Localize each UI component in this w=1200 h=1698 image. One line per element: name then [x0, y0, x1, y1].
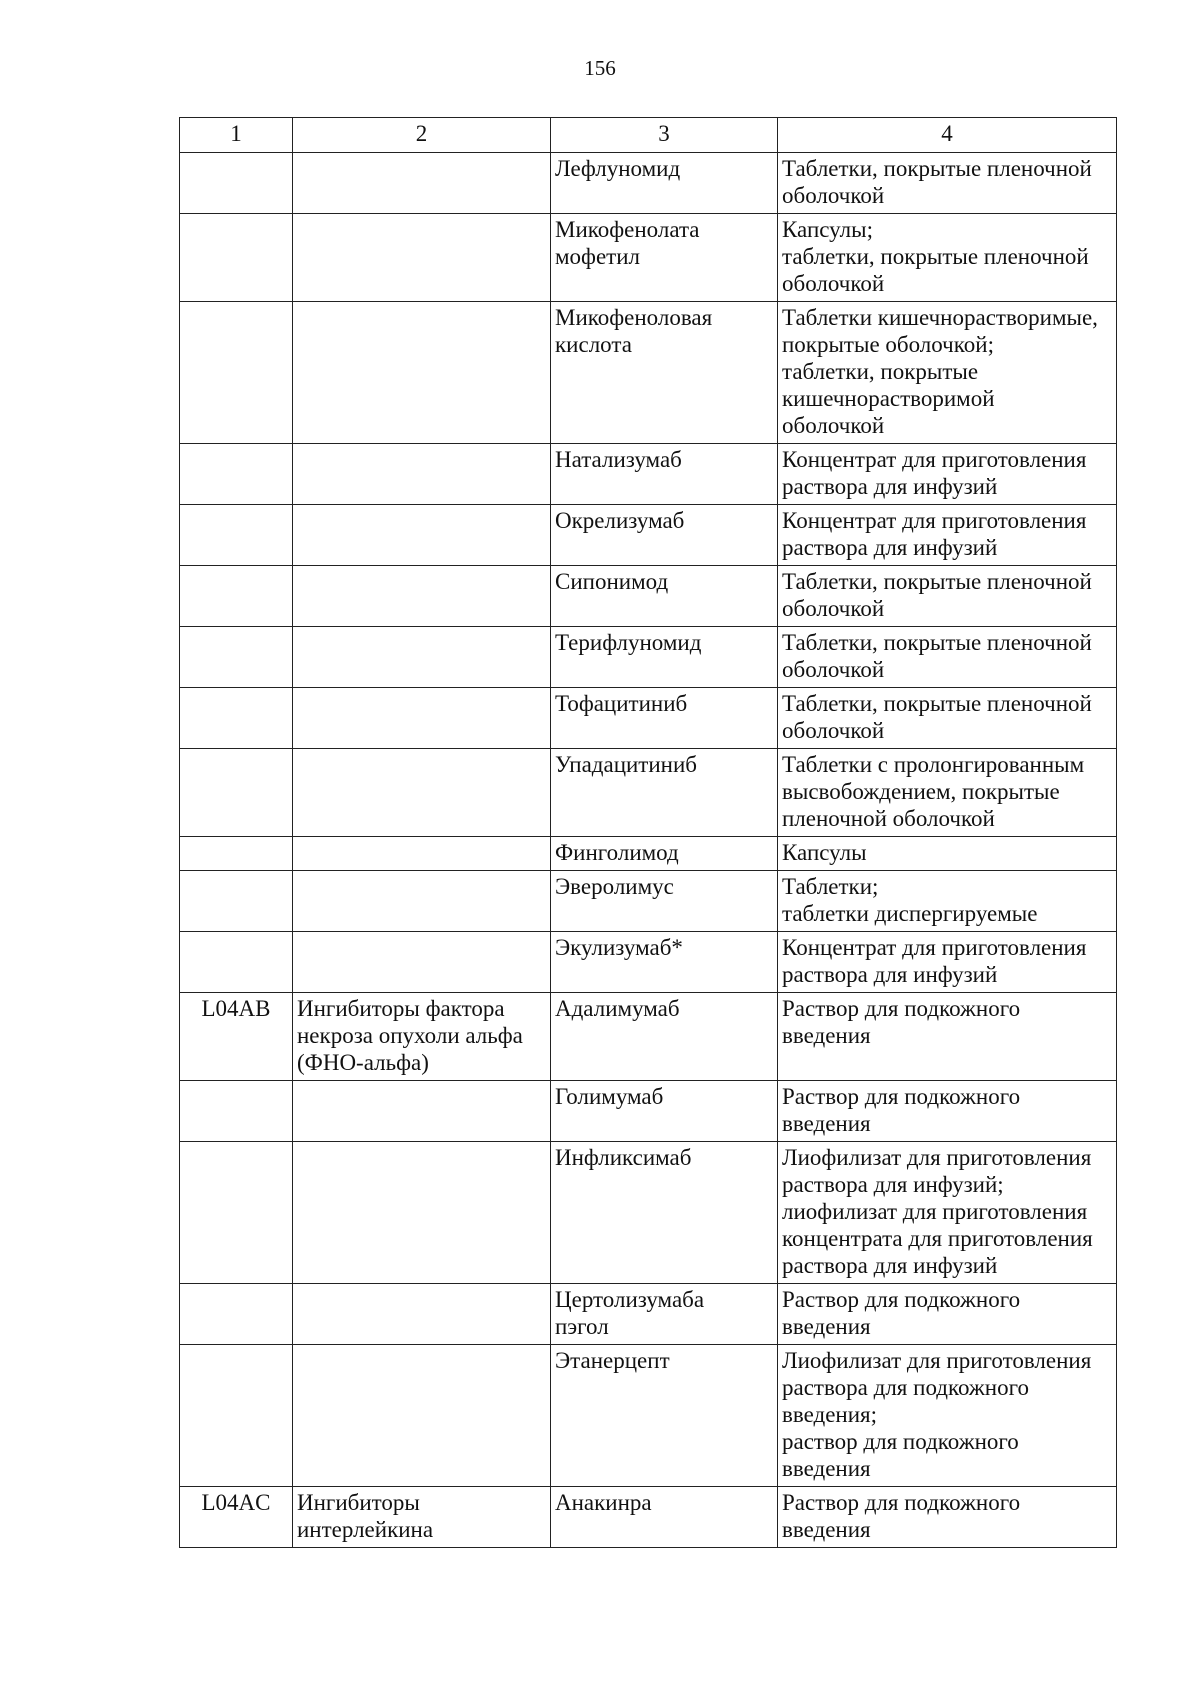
drug-name-cell: Анакинра: [551, 1487, 778, 1548]
drug-name-cell: Микофеноловая кислота: [551, 302, 778, 444]
atc-code-cell: [180, 1081, 293, 1142]
atc-code-cell: [180, 749, 293, 837]
group-name-cell: [293, 1081, 551, 1142]
dosage-form-cell: Концентрат для приготовления раствора для инфузий: [778, 505, 1117, 566]
dosage-form-cell: Концентрат для приготовления раствора для инфузий: [778, 932, 1117, 993]
atc-code-cell: [180, 444, 293, 505]
medication-table: [179, 117, 1117, 1548]
atc-code-cell: [180, 153, 293, 214]
atc-code-cell: [180, 505, 293, 566]
table-row: [180, 627, 1117, 688]
table-row: [180, 871, 1117, 932]
column-header: 2: [293, 118, 551, 153]
drug-name-cell: Натализумаб: [551, 444, 778, 505]
table-row: [180, 932, 1117, 993]
column-header: 1: [180, 118, 293, 153]
drug-name-cell: Голимумаб: [551, 1081, 778, 1142]
group-name-cell: [293, 566, 551, 627]
group-name-cell: [293, 302, 551, 444]
atc-code-cell: L04AB: [180, 993, 293, 1081]
drug-name-cell: Финголимод: [551, 837, 778, 871]
page-number: 156: [584, 56, 616, 80]
atc-code-cell: [180, 302, 293, 444]
table-row: [180, 1487, 1117, 1548]
group-name-cell: [293, 153, 551, 214]
atc-code-cell: [180, 932, 293, 993]
group-name-cell: [293, 837, 551, 871]
drug-name-cell: Сипонимод: [551, 566, 778, 627]
drug-name-cell: Эверолимус: [551, 871, 778, 932]
table-row: [180, 688, 1117, 749]
dosage-form-cell: Таблетки, покрытые пленочной оболочкой: [778, 688, 1117, 749]
atc-code-cell: [180, 214, 293, 302]
dosage-form-cell: Капсулы; таблетки, покрытые пленочной оболочкой: [778, 214, 1117, 302]
dosage-form-cell: Раствор для подкожного введения: [778, 1081, 1117, 1142]
atc-code-cell: [180, 627, 293, 688]
atc-code-cell: [180, 1142, 293, 1284]
column-header: 4: [778, 118, 1117, 153]
drug-name-cell: Лефлуномид: [551, 153, 778, 214]
atc-code-cell: L04AC: [180, 1487, 293, 1548]
group-name-cell: [293, 749, 551, 837]
atc-code-cell: [180, 688, 293, 749]
dosage-form-cell: Таблетки с пролонгированным высвобождением, покрытые пленочной оболочкой: [778, 749, 1117, 837]
drug-name-cell: Тофацитиниб: [551, 688, 778, 749]
group-name-cell: [293, 1345, 551, 1487]
table-row: [180, 214, 1117, 302]
atc-code-cell: [180, 566, 293, 627]
table-row: [180, 837, 1117, 871]
group-name-cell: [293, 932, 551, 993]
dosage-form-cell: Капсулы: [778, 837, 1117, 871]
drug-name-cell: Этанерцепт: [551, 1345, 778, 1487]
atc-code-cell: [180, 837, 293, 871]
column-header: 3: [551, 118, 778, 153]
atc-code-cell: [180, 871, 293, 932]
dosage-form-cell: Раствор для подкожного введения: [778, 993, 1117, 1081]
dosage-form-cell: Таблетки, покрытые пленочной оболочкой: [778, 153, 1117, 214]
group-name-cell: [293, 214, 551, 302]
dosage-form-cell: Лиофилизат для приготовления раствора для инфузий; лиофилизат для приготовления концентрата для приготовления раствора для инфузий: [778, 1142, 1117, 1284]
group-name-cell: Ингибиторы фактора некроза опухоли альфа (ФНО-альфа): [293, 993, 551, 1081]
drug-name-cell: Инфликсимаб: [551, 1142, 778, 1284]
drug-name-cell: Экулизумаб*: [551, 932, 778, 993]
table-row: [180, 749, 1117, 837]
table-row: [180, 505, 1117, 566]
table-row: [180, 302, 1117, 444]
group-name-cell: [293, 505, 551, 566]
group-name-cell: [293, 871, 551, 932]
table-header-row: [180, 118, 1117, 153]
table-row: [180, 1284, 1117, 1345]
table-row: [180, 1345, 1117, 1487]
dosage-form-cell: Таблетки кишечнорастворимые, покрытые оболочкой; таблетки, покрытые кишечнорастворимой оболочкой: [778, 302, 1117, 444]
dosage-form-cell: Раствор для подкожного введения: [778, 1284, 1117, 1345]
table-row: [180, 444, 1117, 505]
group-name-cell: [293, 1284, 551, 1345]
drug-name-cell: Микофенолата мофетил: [551, 214, 778, 302]
drug-name-cell: Цертолизумаба пэгол: [551, 1284, 778, 1345]
drug-name-cell: Терифлуномид: [551, 627, 778, 688]
atc-code-cell: [180, 1345, 293, 1487]
dosage-form-cell: Таблетки, покрытые пленочной оболочкой: [778, 566, 1117, 627]
group-name-cell: [293, 688, 551, 749]
table-row: [180, 566, 1117, 627]
dosage-form-cell: Раствор для подкожного введения: [778, 1487, 1117, 1548]
dosage-form-cell: Таблетки; таблетки диспергируемые: [778, 871, 1117, 932]
group-name-cell: [293, 627, 551, 688]
group-name-cell: [293, 1142, 551, 1284]
table-row: [180, 1142, 1117, 1284]
table-row: [180, 153, 1117, 214]
dosage-form-cell: Лиофилизат для приготовления раствора для подкожного введения; раствор для подкожного введения: [778, 1345, 1117, 1487]
drug-name-cell: Адалимумаб: [551, 993, 778, 1081]
group-name-cell: Ингибиторы интерлейкина: [293, 1487, 551, 1548]
drug-name-cell: Окрелизумаб: [551, 505, 778, 566]
atc-code-cell: [180, 1284, 293, 1345]
group-name-cell: [293, 444, 551, 505]
drug-name-cell: Упадацитиниб: [551, 749, 778, 837]
dosage-form-cell: Концентрат для приготовления раствора для инфузий: [778, 444, 1117, 505]
table-row: [180, 1081, 1117, 1142]
table-row: [180, 993, 1117, 1081]
dosage-form-cell: Таблетки, покрытые пленочной оболочкой: [778, 627, 1117, 688]
